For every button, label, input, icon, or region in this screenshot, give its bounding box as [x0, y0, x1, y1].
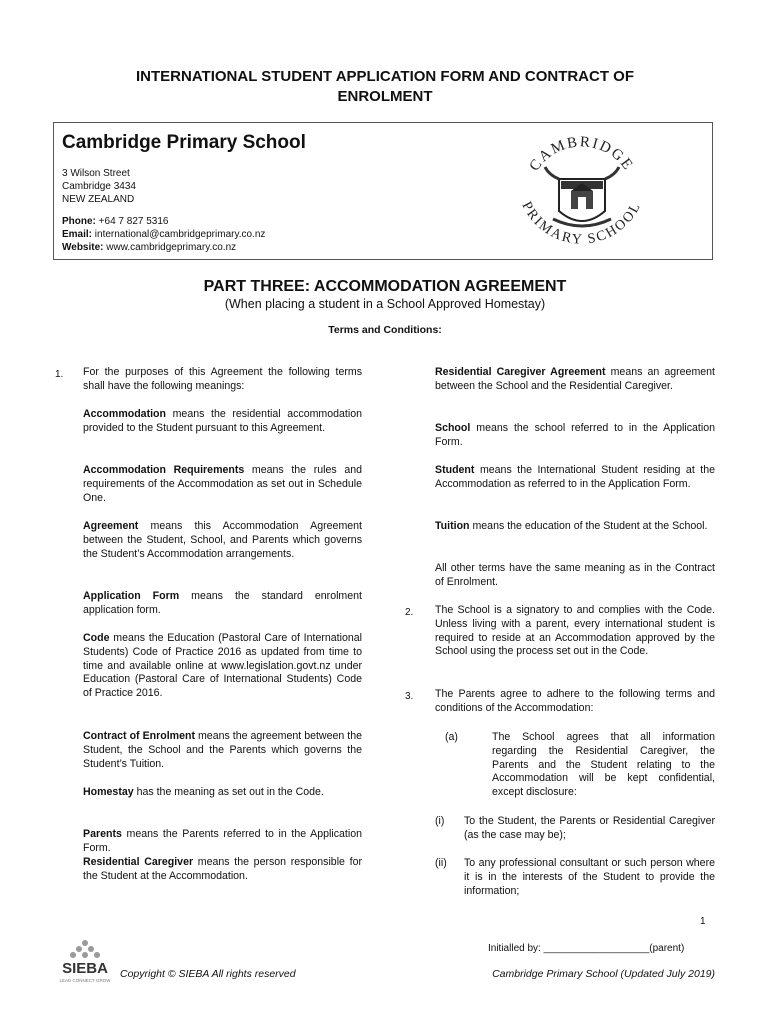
clause-number: 2. [405, 607, 414, 618]
subclause-a: The School agrees that all information regarding the Residential Caregiver, the Parents and the Student relating to the Accommodation will be kept confidential, except disclosure: [492, 731, 715, 799]
definition-item: School means the school referred to in the Application Form. [435, 422, 715, 448]
email-address[interactable]: international@cambridgeprimary.co.nz [94, 229, 266, 240]
definition-item: Accommodation means the residential accommodation provided to the Student pursuant to this Agreement. [83, 408, 362, 434]
definition-item: Parents means the Parents referred to in the Application Form. [83, 828, 362, 854]
definition-item: Student means the International Student residing at the Accommodation as referred to in the Application Form. [435, 464, 715, 490]
clause-number: 1. [55, 369, 64, 380]
definition-item: Contract of Enrolment means the agreement between the Student, the School and the Parents which governs the Student’s Tuition. [83, 730, 362, 770]
part-three-title: PART THREE: ACCOMMODATION AGREEMENT [203, 278, 567, 295]
page-number: 1 [700, 916, 706, 927]
website-link[interactable]: www.cambridgeprimary.co.nz [106, 242, 237, 253]
clause-number: 3. [405, 691, 414, 702]
other-terms-note: All other terms have the same meaning as in the Contract of Enrolment. [435, 562, 715, 588]
definition-item: Residential Caregiver Agreement means an agreement between the School and the Residential Caregiver. [435, 366, 715, 392]
school-header-box [53, 122, 713, 260]
definition-item: Homestay has the meaning as set out in the Code. [83, 786, 324, 798]
initialled-by-line: Initialled by: ___________________(parent) [488, 943, 685, 954]
terms-heading: Terms and Conditions: [328, 324, 442, 336]
subclause-i: To the Student, the Parents or Residential Caregiver (as the case may be); [464, 815, 715, 841]
logo-text-bottom: PRIMARY SCHOOL [518, 199, 645, 248]
definition-item: Code means the Education (Pastoral Care of International Students) Code of Practice 2016 as updated from time to time and available online at www.legislation.govt.nz under Education (Pastoral Care of International Students) Code of Practice 2016. [83, 632, 362, 700]
sieba-tagline: LEAD CONNECT GROW [59, 978, 111, 983]
school-crest-logo [509, 127, 654, 257]
crest-shield-icon [545, 167, 619, 226]
school-name: Cambridge Primary School [62, 132, 306, 153]
sieba-mark-icon [70, 940, 100, 958]
definition-item: Application Form means the standard enrolment application form. [83, 590, 362, 616]
definition-item: Residential Caregiver means the person responsible for the Student at the Accommodation. [83, 856, 362, 882]
subclause-label: (a) [445, 731, 458, 743]
definition-item: Accommodation Requirements means the rules and requirements of the Accommodation as set out in Schedule One. [83, 464, 362, 504]
logo-text-top: CAMBRIDGE [526, 134, 637, 175]
school-address: 3 Wilson Street Cambridge 3434 NEW ZEALAND [62, 168, 136, 205]
subclause-ii: To any professional consultant or such person where it is in the interests of the Student to provide the information; [464, 857, 715, 897]
phone-number: +64 7 827 5316 [98, 216, 169, 227]
school-contact: Phone: +64 7 827 5316 Email: international@cambridgeprimary.co.nz Website: www.cambridgeprimary.co.nz [62, 216, 266, 253]
sieba-wordmark: SIEBA [62, 960, 108, 977]
school-updated-note: Cambridge Primary School (Updated July 2019) [492, 968, 715, 980]
definition-item: Tuition means the education of the Student at the School. [435, 520, 708, 532]
clause-1-intro: For the purposes of this Agreement the following terms shall have the following meanings: [83, 366, 362, 392]
clause-2: The School is a signatory to and complies with the Code. Unless living with a parent, every international student is required to reside at an Accommodation approved by the School using the process set out in the Code. [435, 604, 715, 658]
definition-item: Agreement means this Accommodation Agreement between the Student, School, and Parents which governs the Student’s Accommodation arrangements. [83, 520, 362, 560]
clause-3: The Parents agree to adhere to the following terms and conditions of the Accommodation: [435, 688, 715, 714]
subclause-label: (ii) [435, 857, 447, 869]
part-three-subtitle: (When placing a student in a School Approved Homestay) [224, 297, 546, 311]
sieba-logo [55, 939, 115, 985]
copyright-notice: Copyright © SIEBA All rights reserved [120, 968, 296, 980]
subclause-label: (i) [435, 815, 445, 827]
document-title: INTERNATIONAL STUDENT APPLICATION FORM AND CONTRACT OF ENROLMENT [135, 68, 635, 105]
